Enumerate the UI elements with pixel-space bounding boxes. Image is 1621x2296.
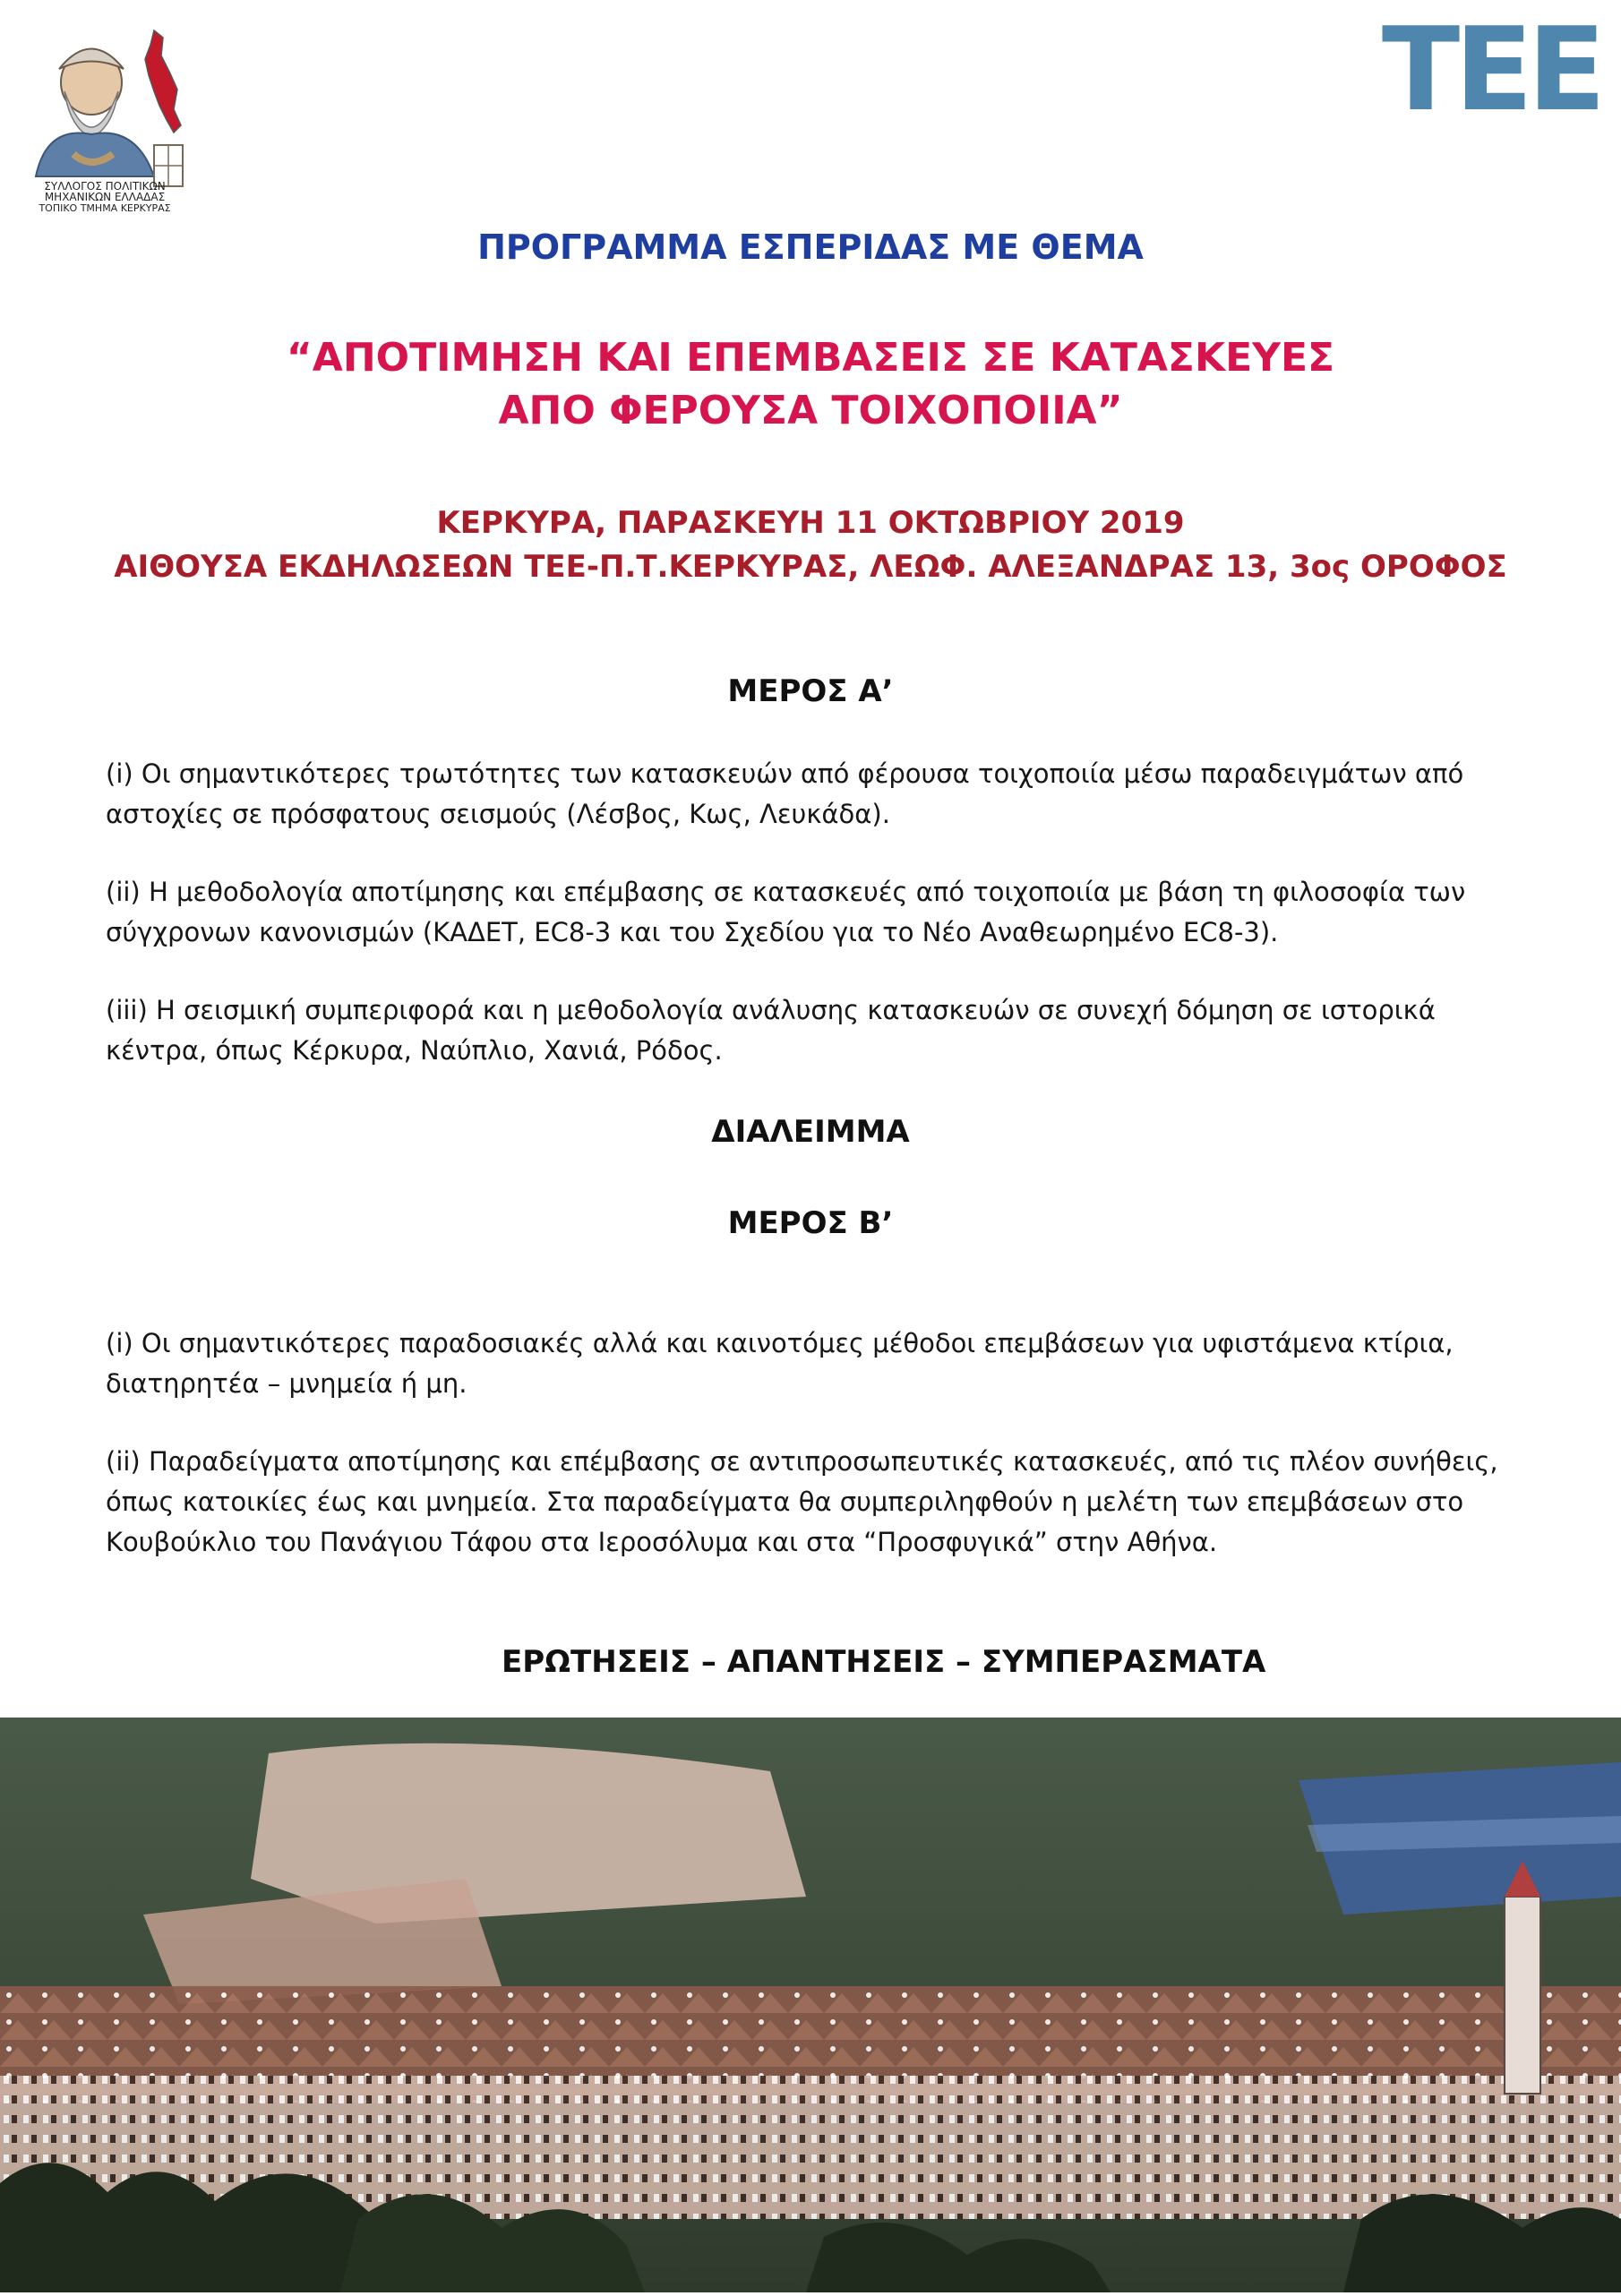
svg-text:ΜΗΧΑΝΙΚΩΝ ΕΛΛΑΔΑΣ: ΜΗΧΑΝΙΚΩΝ ΕΛΛΑΔΑΣ	[44, 191, 166, 203]
part-a-item: (iii) Η σεισμική συμπεριφορά και η μεθοδολογία ανάλυσης κατασκευών σε συνεχή δόμηση σε ιστορικά κέντρα, όπως Κέρκυρα, Ναύπλιο, Χανιά, Ρόδος.	[106, 995, 1436, 1066]
closing-title: ΕΡΩΤΗΣΕΙΣ – ΑΠΑΝΤΗΣΕΙΣ – ΣΥΜΠΕΡΑΣΜΑΤΑ	[502, 1644, 1266, 1680]
event-topic	[0, 331, 1621, 438]
event-date: ΚΕΡΚΥΡΑ, ΠΑΡΑΣΚΕΥΗ 11 ΟΚΤΩΒΡΙΟΥ 2019	[436, 505, 1185, 541]
svg-text:ΣΥΛΛΟΓΟΣ ΠΟΛΙΤΙΚΩΝ: ΣΥΛΛΟΓΟΣ ΠΟΛΙΤΙΚΩΝ	[44, 180, 166, 193]
city-panorama-image	[0, 1718, 1621, 2292]
event-venue: ΑΙΘΟΥΣΑ ΕΚΔΗΛΩΣΕΩΝ ΤΕΕ-Π.Τ.ΚΕΡΚΥΡΑΣ, ΛΕΩΦ. ΑΛΕΞΑΝΔΡΑΣ 13, 3ος ΟΡΟΦΟΣ	[114, 549, 1507, 586]
part-a-item: (i) Οι σημαντικότερες τρωτότητες των κατασκευών από φέρουσα τοιχοποιία μέσω παραδειγμάτων από αστοχίες σε πρόσφατους σεισμούς (Λέσβος, Κως, Λευκάδα).	[106, 758, 1464, 829]
part-b-item: (ii) Παραδείγματα αποτίμησης και επέμβασης σε αντιπροσωπευτικές κατασκευές, από τις πλέον συνήθεις, όπως κατοικίες έως και μνημεία. Στα παραδείγματα θα συμπεριληφθούν η μελέτη των επεμβάσεων στο Κουβούκλιο του Πανάγιου Τάφου στα Ιεροσόλυμα και στα “Προσφυγικά” στην Αθήνα.	[106, 1446, 1498, 1557]
city-panorama-icon	[0, 1718, 1621, 2292]
part-b-item: (i) Οι σημαντικότερες παραδοσιακές αλλά και καινοτόμες μέθοδοι επεμβάσεων για υφιστάμενα κτίρια, διατηρητέα – μνημεία ή μη.	[106, 1328, 1454, 1399]
event-topic-line-2: ΑΠΟ ΦΕΡΟΥΣΑ ΤΟΙΧΟΠΟΙΙΑ”	[498, 388, 1123, 434]
tee-logo	[1379, 20, 1603, 118]
program-title: ΠΡΟΓΡΑΜΜΑ ΕΣΠΕΡΙΔΑΣ ΜΕ ΘΕΜΑ	[477, 227, 1144, 267]
event-details	[0, 501, 1621, 590]
part-a-item: (ii) Η μεθοδολογία αποτίμησης και επέμβασης σε κατασκευές από τοιχοποιία με βάση τη φιλοσοφία των σύγχρονων κανονισμών (ΚΑΔΕΤ, EC8-3 και του Σχεδίου για το Νέο Αναθεωρημένο EC8-3).	[106, 877, 1466, 947]
event-topic-line-1: “ΑΠΟΤΙΜΗΣΗ ΚΑΙ ΕΠΕΜΒΑΣΕΙΣ ΣΕ ΚΑΤΑΣΚΕΥΕΣ	[286, 335, 1335, 381]
tee-logo-icon	[1379, 20, 1603, 118]
svg-text:ΤΕΕ: ΤΕΕ	[1381, 20, 1601, 118]
svg-text:ΤΟΠΙΚΟ ΤΜΗΜΑ ΚΕΡΚΥΡΑΣ: ΤΟΠΙΚΟ ΤΜΗΜΑ ΚΕΡΚΥΡΑΣ	[39, 202, 171, 212]
association-logo	[20, 20, 190, 212]
association-emblem-icon	[20, 20, 190, 212]
part-a-title: ΜΕΡΟΣ Α’	[727, 673, 894, 709]
part-b-title: ΜΕΡΟΣ Β’	[727, 1205, 894, 1241]
break-title: ΔΙΑΛΕΙΜΜΑ	[711, 1114, 910, 1150]
